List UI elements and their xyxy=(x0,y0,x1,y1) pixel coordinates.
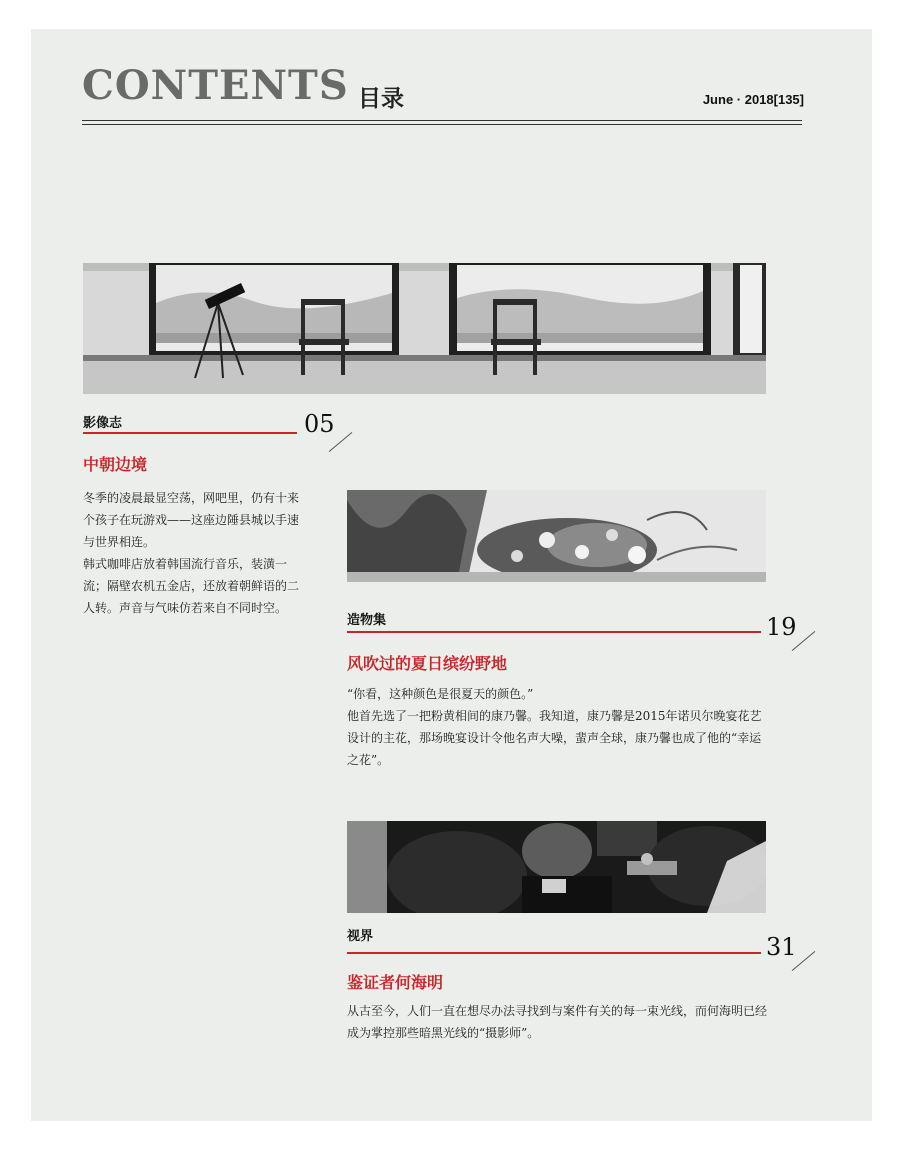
header-rule xyxy=(82,120,802,121)
category-rule xyxy=(347,952,761,954)
article-photo-room xyxy=(83,263,766,394)
article-page-number: 05 xyxy=(304,410,335,438)
article-category: 视界 xyxy=(347,929,374,944)
article-summary xyxy=(347,683,769,771)
article-summary xyxy=(347,1000,769,1044)
category-rule xyxy=(347,631,761,633)
article-category: 造物集 xyxy=(347,613,387,628)
article-paragraph: 从古至今，人们一直在想尽办法寻找到与案件有关的每一束光线，而何海明已经成为掌控那些暗黑光线的“摄影师”。 xyxy=(347,1004,768,1040)
masthead-subtitle: 目录 xyxy=(358,86,404,112)
article-title: 中朝边境 xyxy=(83,455,148,474)
article-paragraph: 冬季的凌晨最显空荡，网吧里，仍有十来个孩子在玩游戏——这座边陲县城以手速与世界相连。 xyxy=(83,491,300,549)
category-rule xyxy=(83,432,297,434)
article-title: 风吹过的夏日缤纷野地 xyxy=(347,654,508,673)
article-photo-flowers xyxy=(347,490,766,582)
masthead-title: CONTENTS xyxy=(82,62,349,109)
header-rule xyxy=(82,124,802,125)
article-page-number: 19 xyxy=(766,613,797,641)
issue-label: June · 2018[135] xyxy=(702,92,804,107)
article-paragraph: “你看，这种颜色是很夏天的颜色。” xyxy=(347,687,534,701)
article-summary xyxy=(83,487,303,619)
article-title: 鉴证者何海明 xyxy=(347,973,444,992)
article-paragraph: 他首先选了一把粉黄相间的康乃馨。我知道，康乃馨是2015年诺贝尔晚宴花艺设计的主花，那场晚宴设计令他名声大噪，蜚声全球，康乃馨也成了他的“幸运之花”。 xyxy=(347,709,762,767)
article-page-number: 31 xyxy=(766,933,797,961)
article-paragraph: 韩式咖啡店放着韩国流行音乐，装潢一流；隔壁农机五金店，还放着朝鲜语的二人转。声音与气味仿若来自不同时空。 xyxy=(83,557,300,615)
article-photo-forensics xyxy=(347,821,766,913)
article-category: 影像志 xyxy=(83,416,123,431)
